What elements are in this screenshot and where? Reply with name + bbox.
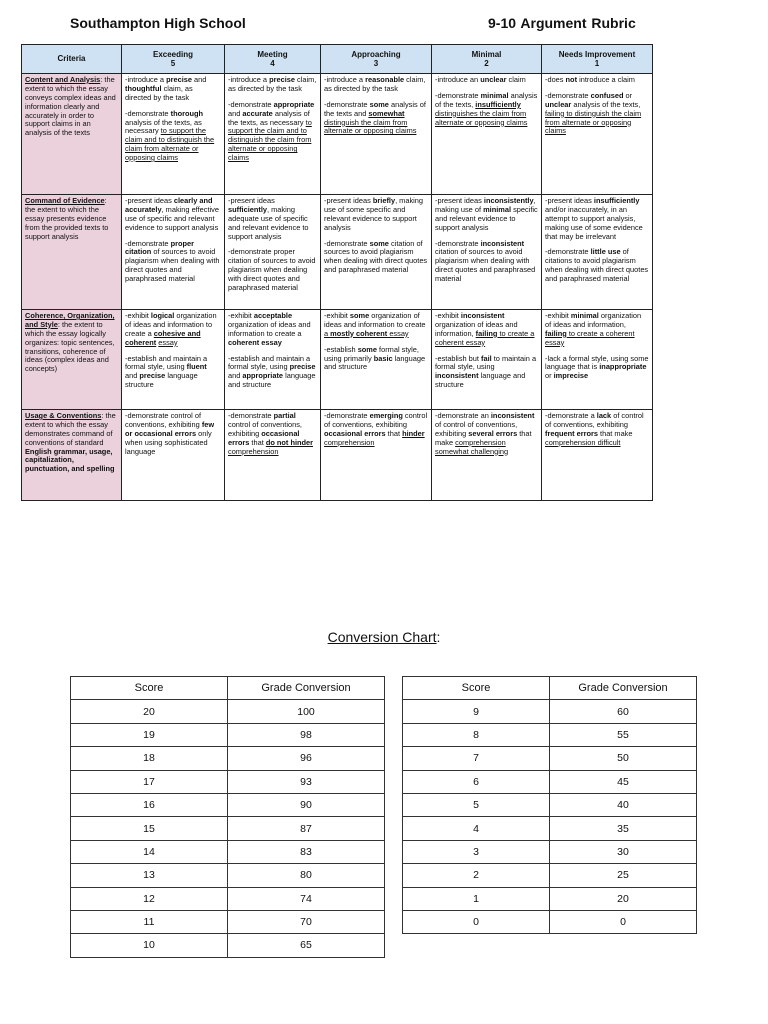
score-cell: 6: [403, 770, 550, 793]
rubric-title: 9-10 Argument Rubric: [488, 15, 636, 31]
grade-cell: 96: [228, 747, 385, 770]
descriptor-cell: -introduce an unclear claim -demonstrate minimal analysis of the texts, insufficiently distinguishes the claim from alternate or opposing claims: [432, 74, 542, 195]
grade-cell: 80: [228, 864, 385, 887]
score-cell: 0: [403, 910, 550, 933]
column-score: 2: [484, 59, 489, 68]
conversion-header-row: [71, 677, 385, 700]
descriptor-cell: -present ideas briefly, making use of some specific and relevant evidence to support analysis -demonstrate some citation of sources to avoid plagiarism when dealing with direct quotes and paraphrased material: [321, 195, 432, 310]
grade-cell: 45: [550, 770, 697, 793]
grade-header: Grade Conversion: [228, 677, 385, 700]
score-cell: 1: [403, 887, 550, 910]
conversion-row: [71, 887, 385, 910]
grade-cell: 40: [550, 793, 697, 816]
descriptor-cell: -introduce a reasonable claim, as directed by the task -demonstrate some analysis of the texts and somewhat distinguish the claim from alternate or opposing claims: [321, 74, 432, 195]
column-score: 4: [270, 59, 275, 68]
score-cell: 2: [403, 864, 550, 887]
rubric-row: [22, 74, 653, 195]
grade-cell: 55: [550, 723, 697, 746]
conversion-row: [403, 910, 697, 933]
criterion-description: the extent to which the essay demonstrates command of conventions of standard English grammar, usage, capitalization, punctuation, and spelling: [25, 411, 116, 474]
descriptor-cell: -present ideas sufficiently, making adequate use of specific and relevant evidence to support analysis -demonstrate proper citation of sources to avoid plagiarism when dealing with direct quotes and paraphrased material: [225, 195, 321, 310]
argument-rubric-table: [21, 44, 653, 501]
grade-cell: 87: [228, 817, 385, 840]
conversion-row: [71, 934, 385, 957]
conversion-chart-title-text: Conversion Chart: [327, 629, 437, 645]
descriptor-cell: -demonstrate partial control of conventions, exhibiting occasional errors that do not hinder comprehension: [225, 410, 321, 501]
descriptor-cell: -exhibit minimal organization of ideas and information, failing to create a coherent essay -lack a formal style, using some language that is inappropriate or imprecise: [542, 310, 653, 410]
score-cell: 13: [71, 864, 228, 887]
grade-cell: 93: [228, 770, 385, 793]
descriptor-cell: -present ideas inconsistently, making use of minimal specific and relevant evidence to support analysis -demonstrate inconsistent citation of sources to avoid plagiarism when dealing with direct quotes and paraphrased material: [432, 195, 542, 310]
score-cell: 16: [71, 793, 228, 816]
rubric-header-row: [22, 45, 653, 74]
column-header-5: [542, 45, 653, 74]
score-cell: 11: [71, 910, 228, 933]
conversion-row: [403, 864, 697, 887]
column-label: Criteria: [57, 54, 86, 64]
column-header-1: [122, 45, 225, 74]
grade-cell: 30: [550, 840, 697, 863]
conversion-row: [403, 723, 697, 746]
conversion-row: [71, 864, 385, 887]
descriptor-cell: -demonstrate control of conventions, exhibiting few or occasional errors only when using sophisticated language: [122, 410, 225, 501]
score-cell: 7: [403, 747, 550, 770]
grade-cell: 25: [550, 864, 697, 887]
grade-cell: 0: [550, 910, 697, 933]
conversion-row: [71, 910, 385, 933]
criterion-cell: Command of Evidence: the extent to which the essay presents evidence from the provided texts to support analysis: [22, 195, 122, 310]
score-cell: 18: [71, 747, 228, 770]
conversion-row: [71, 840, 385, 863]
conversion-row: [71, 747, 385, 770]
conversion-row: [403, 747, 697, 770]
conversion-row: [403, 700, 697, 723]
conversion-header-row: [403, 677, 697, 700]
conversion-row: [71, 793, 385, 816]
conversion-row: [403, 817, 697, 840]
conversion-row: [403, 793, 697, 816]
descriptor-cell: -introduce a precise claim, as directed by the task -demonstrate appropriate and accurate analysis of the texts, as necessary to support the claim and to distinguish the claim from alternate or opposing claims: [225, 74, 321, 195]
grade-cell: 98: [228, 723, 385, 746]
conversion-row: [71, 770, 385, 793]
rubric-header: [22, 45, 653, 74]
criterion-title: Content and Analysis: [25, 75, 101, 84]
score-cell: 3: [403, 840, 550, 863]
descriptor-cell: -exhibit some organization of ideas and information to create a mostly coherent essay -establish some formal style, using primarily basic language and structure: [321, 310, 432, 410]
column-label: Meeting: [257, 49, 288, 59]
column-header-0: [22, 45, 122, 74]
grade-cell: 20: [550, 887, 697, 910]
conversion-table-right: [402, 676, 697, 934]
column-label: Approaching: [351, 49, 401, 59]
column-header-4: [432, 45, 542, 74]
grade-cell: 65: [228, 934, 385, 957]
column-header-3: [321, 45, 432, 74]
rubric-row: [22, 410, 653, 501]
score-cell: 12: [71, 887, 228, 910]
score-cell: 4: [403, 817, 550, 840]
criterion-cell: Usage & Conventions: the extent to which the essay demonstrates command of conventions of standard English grammar, usage, capitalization, punctuation, and spelling: [22, 410, 122, 501]
criterion-cell: Coherence, Organization, and Style: the extent to which the essay logically organizes: topic sentences, transitions, coherence of ideas (complex ideas and concepts): [22, 310, 122, 410]
score-header: Score: [403, 677, 550, 700]
score-header: Score: [71, 677, 228, 700]
grade-header: Grade Conversion: [550, 677, 697, 700]
criterion-description: the extent to which the essay conveys complex ideas and information clearly and accurately in order to support claims in an analysis of the texts: [25, 75, 116, 138]
descriptor-cell: -does not introduce a claim -demonstrate confused or unclear analysis of the texts, failing to distinguish the claim from alternate or opposing claims: [542, 74, 653, 195]
column-score: 1: [594, 59, 600, 68]
score-cell: 9: [403, 700, 550, 723]
grade-cell: 60: [550, 700, 697, 723]
descriptor-cell: -demonstrate a lack of control of conventions, exhibiting frequent errors that make comprehension difficult: [542, 410, 653, 501]
rubric-row: [22, 310, 653, 410]
descriptor-cell: -introduce a precise and thoughtful claim, as directed by the task -demonstrate thorough analysis of the texts, as necessary to support the claim and to distinguish the claim from alternate or opposing claims: [122, 74, 225, 195]
score-cell: 10: [71, 934, 228, 957]
descriptor-cell: -demonstrate emerging control of conventions, exhibiting occasional errors that hinder comprehension: [321, 410, 432, 501]
grade-cell: 70: [228, 910, 385, 933]
conversion-row: [403, 840, 697, 863]
criterion-cell: Content and Analysis: the extent to which the essay conveys complex ideas and information clearly and accurately in order to support claims in an analysis of the texts: [22, 74, 122, 195]
column-label: Exceeding: [152, 49, 193, 59]
conversion-row: [71, 700, 385, 723]
conversion-row: [71, 723, 385, 746]
criterion-title: Usage & Conventions: [25, 411, 102, 420]
descriptor-cell: -exhibit inconsistent organization of ideas and information, failing to create a coherent essay -establish but fail to maintain a formal style, using inconsistent language and structure: [432, 310, 542, 410]
grade-cell: 83: [228, 840, 385, 863]
column-score: 5: [170, 59, 176, 68]
grade-cell: 90: [228, 793, 385, 816]
grade-cell: 100: [228, 700, 385, 723]
score-cell: 15: [71, 817, 228, 840]
criterion-description: the extent to which the essay presents evidence from the provided texts to support analysis: [25, 204, 109, 241]
conversion-chart-title: [0, 629, 768, 645]
conversion-row: [403, 887, 697, 910]
score-cell: 5: [403, 793, 550, 816]
school-name: Southampton High School: [70, 15, 246, 31]
descriptor-cell: -exhibit acceptable organization of ideas and information to create a coherent essay -establish and maintain a formal style, using precise and appropriate language and structure: [225, 310, 321, 410]
criterion-description: the extent to which the essay logically organizes: topic sentences, transitions, coherence of ideas (complex ideas and concepts): [25, 319, 115, 374]
conversion-chart-title-colon: :: [436, 629, 441, 645]
criterion-title: Command of Evidence: [25, 196, 105, 205]
descriptor-cell: -present ideas insufficiently and/or inaccurately, in an attempt to support analysis, making use of some evidence that may be irrelevant -demonstrate little use of citations to avoid plagiarism when dealing with direct quotes and paraphrased material: [542, 195, 653, 310]
grade-cell: 50: [550, 747, 697, 770]
conversion-row: [71, 817, 385, 840]
descriptor-cell: -demonstrate an inconsistent of control of conventions, exhibiting several errors that make comprehension somewhat challenging: [432, 410, 542, 501]
criterion-title: Coherence, Organization, and Style: [25, 311, 115, 329]
rubric-row: [22, 195, 653, 310]
descriptor-cell: -present ideas clearly and accurately, making effective use of specific and relevant evidence to support analysis -demonstrate proper citation of sources to avoid plagiarism when dealing with direct quotes and paraphrased material: [122, 195, 225, 310]
grade-cell: 74: [228, 887, 385, 910]
rubric-body: [22, 74, 653, 501]
column-label: Minimal: [471, 49, 502, 59]
score-cell: 20: [71, 700, 228, 723]
column-label: Needs Improvement: [558, 49, 636, 59]
descriptor-cell: -exhibit logical organization of ideas and information to create a cohesive and coherent essay -establish and maintain a formal style, using fluent and precise language structure: [122, 310, 225, 410]
score-cell: 19: [71, 723, 228, 746]
score-cell: 17: [71, 770, 228, 793]
score-cell: 14: [71, 840, 228, 863]
conversion-table-left: [70, 676, 385, 958]
score-cell: 8: [403, 723, 550, 746]
conversion-row: [403, 770, 697, 793]
grade-cell: 35: [550, 817, 697, 840]
column-header-2: [225, 45, 321, 74]
column-score: 3: [373, 59, 379, 68]
